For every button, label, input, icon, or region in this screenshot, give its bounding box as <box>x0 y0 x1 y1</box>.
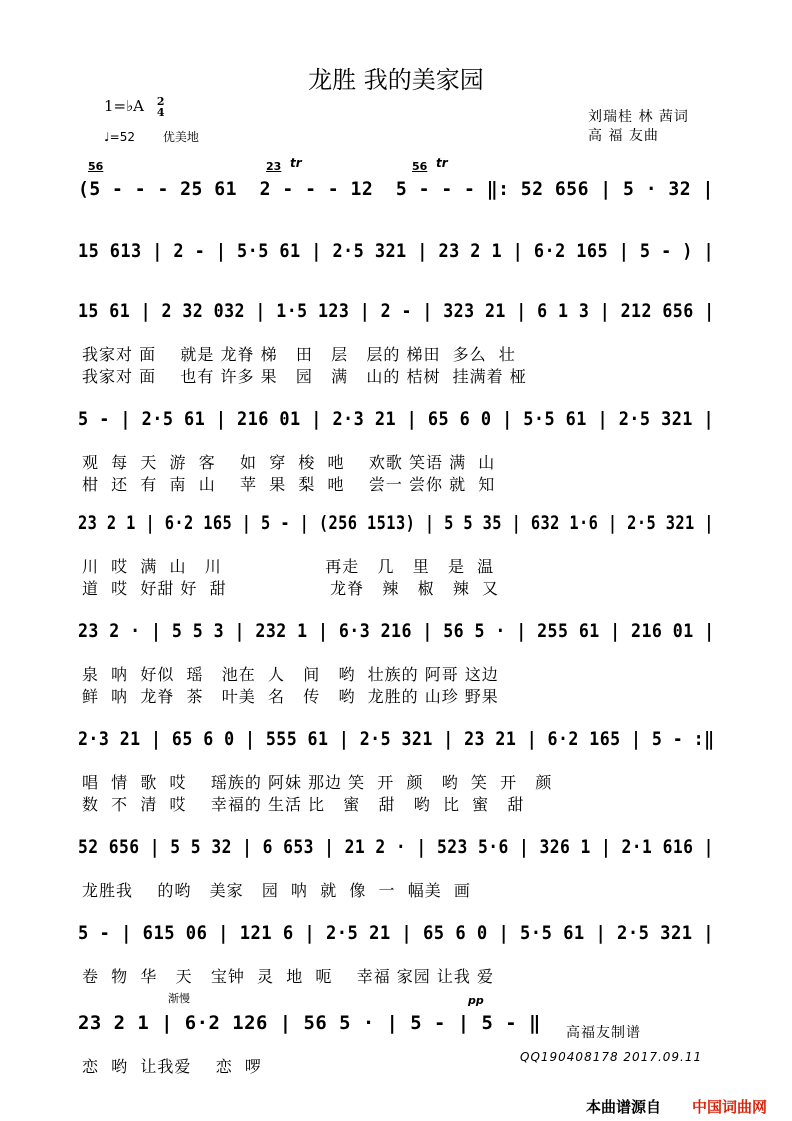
lyric-line: 川 哎 满 山 川 再走 几 里 是 温 <box>82 557 495 576</box>
lyric-line: 龙胜我 的哟 美家 园 呐 就 像 一 幅美 画 <box>82 881 471 900</box>
notation-line: 52 656 | 5 5 32 | 6 653 | 21 2 · | 523 5·6 | 326 1 | 2·1 616 | <box>78 836 714 858</box>
trill-mark-1: tr <box>290 156 302 170</box>
expression-mark: 优美地 <box>162 130 199 144</box>
grace-note-2: 23 <box>266 160 282 173</box>
transcriber-contact: QQ190408178 2017.09.11 <box>520 1050 703 1064</box>
trill-mark-2: tr <box>436 156 448 170</box>
grace-note-3: 56 <box>412 160 428 173</box>
meter-bottom: 4 <box>156 106 165 119</box>
notation-line: 5 - | 615 06 | 121 6 | 2·5 21 | 65 6 0 | 5·5 61 | 2·5 321 | <box>78 922 715 944</box>
lyric-line: 恋 哟 让我爱 恋 啰 <box>82 1057 262 1076</box>
lyric-line: 鲜 呐 龙脊 茶 叶美 名 传 哟 龙胜的 山珍 野果 <box>82 687 499 706</box>
lyric-line: 泉 呐 好似 瑶 池在 人 间 哟 壮族的 阿哥 这边 <box>82 665 499 684</box>
lyric-line: 卷 物 华 天 宝钟 灵 地 呃 幸福 家园 让我 爱 <box>82 967 494 986</box>
grace-note-1: 56 <box>88 160 104 173</box>
lyric-line: 观 每 天 游 客 如 穿 梭 吔 欢歌 笑语 满 山 <box>82 453 496 472</box>
lyric-line: 唱 情 歌 哎 瑶族的 阿妹 那边 笑 开 颜 哟 笑 开 颜 <box>82 773 553 792</box>
tempo-value: ♩=52 <box>104 130 135 144</box>
lyricist-credit: 刘瑞桂 林 茜词 <box>588 109 689 125</box>
source-label: 本曲谱源自 <box>586 1098 662 1116</box>
lyric-line: 数 不 清 哎 幸福的 生活 比 蜜 甜 哟 比 蜜 甜 <box>82 795 525 814</box>
notation-line: 5 - | 2·5 61 | 216 01 | 2·3 21 | 65 6 0 | 5·5 61 | 2·5 321 | <box>78 408 715 430</box>
lyric-line: 道 哎 好甜 好 甜 龙脊 辣 椒 辣 又 <box>82 579 500 598</box>
notation-line: 23 2 1 | 6·2 165 | 5 - | (256 1513) | 5 5 35 | 632 1·6 | 2·5 321 | <box>78 512 714 534</box>
lyric-line: 我家对 面 也有 许多 果 园 满 山的 桔树 挂满着 桠 <box>82 367 527 386</box>
notation-line: 15 61 | 2 32 032 | 1·5 123 | 2 - | 323 21 | 6 1 3 | 212 656 | <box>78 300 715 322</box>
lyric-line: 柑 还 有 南 山 苹 果 梨 吔 尝一 尝你 就 知 <box>82 475 496 494</box>
composer-credit: 高 福 友曲 <box>588 128 659 144</box>
lyric-line: 我家对 面 就是 龙脊 梯 田 层 层的 梯田 多么 壮 <box>82 345 516 364</box>
notation-line: 15 613 | 2 - | 5·5 61 | 2·5 321 | 23 2 1 | 6·2 165 | 5 - ) | <box>78 240 715 262</box>
source-site-link[interactable]: 中国词曲网 <box>692 1098 768 1116</box>
notation-line: (5 - - - 25 61 2 - - - 12 5 - - - ‖: 52 656 | 5 · 32 | <box>78 178 714 200</box>
tempo-mark <box>104 128 199 145</box>
notation-line: 2·3 21 | 65 6 0 | 555 61 | 2·5 321 | 23 21 | 6·2 165 | 5 - :‖ <box>78 728 715 750</box>
page-title: 龙胜 我的美家园 <box>308 66 484 94</box>
time-signature <box>157 96 165 118</box>
key-label: 1=♭A <box>104 97 145 115</box>
key-signature <box>104 96 164 118</box>
transcriber-credit: 高福友制谱 <box>566 1025 641 1041</box>
notation-line: 23 2 1 | 6·2 126 | 56 5 · | 5 - | 5 - ‖ <box>78 1012 541 1034</box>
ritardando-mark: 渐慢 <box>168 992 190 1005</box>
dynamic-mark: pp <box>468 994 484 1007</box>
notation-line: 23 2 · | 5 5 3 | 232 1 | 6·3 216 | 56 5 · | 255 61 | 216 01 | <box>78 620 715 642</box>
credits <box>588 108 689 146</box>
meter-top: 2 <box>156 95 165 108</box>
